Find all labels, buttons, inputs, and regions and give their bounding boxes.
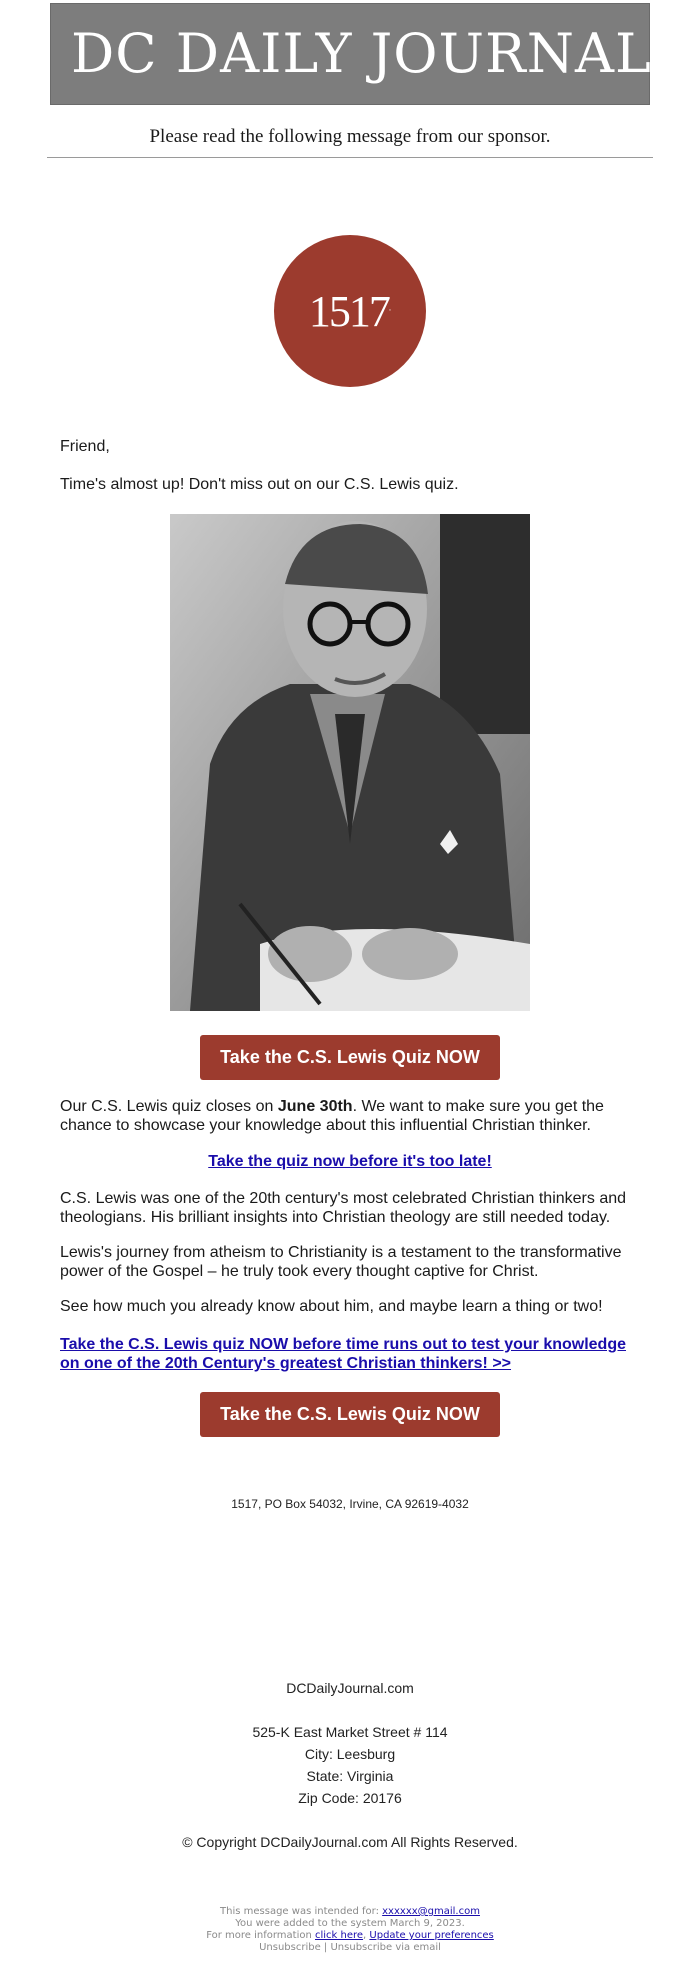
click-here-link[interactable]: click here [314,1930,364,1941]
sponsor-address: 1517, PO Box 54032, Irvine, CA 92619-4032 [231,1497,469,1511]
unsubscribe-email-link[interactable]: Unsubscribe via email [330,1942,441,1953]
footer-state: State: Virginia [306,1768,394,1784]
lewis-photo[interactable] [170,514,530,1011]
fine-print-added: You were added to the system March 9, 2023. [235,1918,465,1929]
divider [47,157,653,158]
quiz-link-before-too-late[interactable]: Take the quiz now before it's too late! [208,1153,492,1170]
footer-site: DCDailyJournal.com [286,1680,414,1696]
masthead-title: DC DAILY JOURNAL [71,22,652,85]
footer-copyright: © Copyright DCDailyJournal.com All Rights Reserved. [182,1834,518,1850]
quiz-closes-text: Our C.S. Lewis quiz closes on June 30th. We want to make sure you get the chance to showcase your knowledge about this influential Christian thinker. [60,1098,604,1134]
quiz-link-test-knowledge[interactable]: Take the C.S. Lewis quiz NOW before time runs out to test your knowledge on one of the 20th Century's greatest Christian thinkers! >> [60,1336,626,1372]
sponsor-logo[interactable] [274,235,426,387]
header-banner [50,3,650,105]
paragraph-celebrated: C.S. Lewis was one of the 20th century's most celebrated Christian thinkers and theologians. His brilliant insights into Christian theology are still needed today. [60,1190,627,1226]
paragraph-learn: See how much you already know about him, and maybe learn a thing or two! [60,1298,603,1315]
sponsor-notice: Please read the following message from our sponsor. [149,126,551,147]
unsubscribe-link[interactable]: Unsubscribe [259,1942,321,1953]
sponsor-logo-text: 1517. [308,286,392,336]
footer-street: 525-K East Market Street # 114 [252,1724,448,1740]
fine-print-info: For more information click here, Update your preferences [206,1930,494,1941]
footer-zip: Zip Code: 20176 [298,1790,402,1806]
update-preferences-link[interactable]: Update your preferences [369,1930,494,1941]
quiz-link-container [60,1152,640,1171]
take-quiz-button-2[interactable]: Take the C.S. Lewis Quiz NOW [200,1392,500,1437]
recipient-email-link[interactable]: xxxxxx@gmail.com [382,1906,480,1917]
fine-print-intended: This message was intended for: xxxxxx@gmail.com [220,1906,480,1917]
greeting: Friend, [60,438,110,455]
portrait-image [170,514,530,1011]
take-quiz-button[interactable]: Take the C.S. Lewis Quiz NOW [200,1035,500,1080]
fine-print-unsubscribe: Unsubscribe | Unsubscribe via email [259,1942,441,1953]
paragraph-journey: Lewis's journey from atheism to Christianity is a testament to the transformative power of the Gospel – he truly took every thought captive for Christ. [60,1244,622,1280]
quiz-link-container-2 [60,1335,640,1373]
footer-city: City: Leesburg [304,1746,396,1762]
intro-text: Time's almost up! Don't miss out on our C.S. Lewis quiz. [60,476,459,493]
